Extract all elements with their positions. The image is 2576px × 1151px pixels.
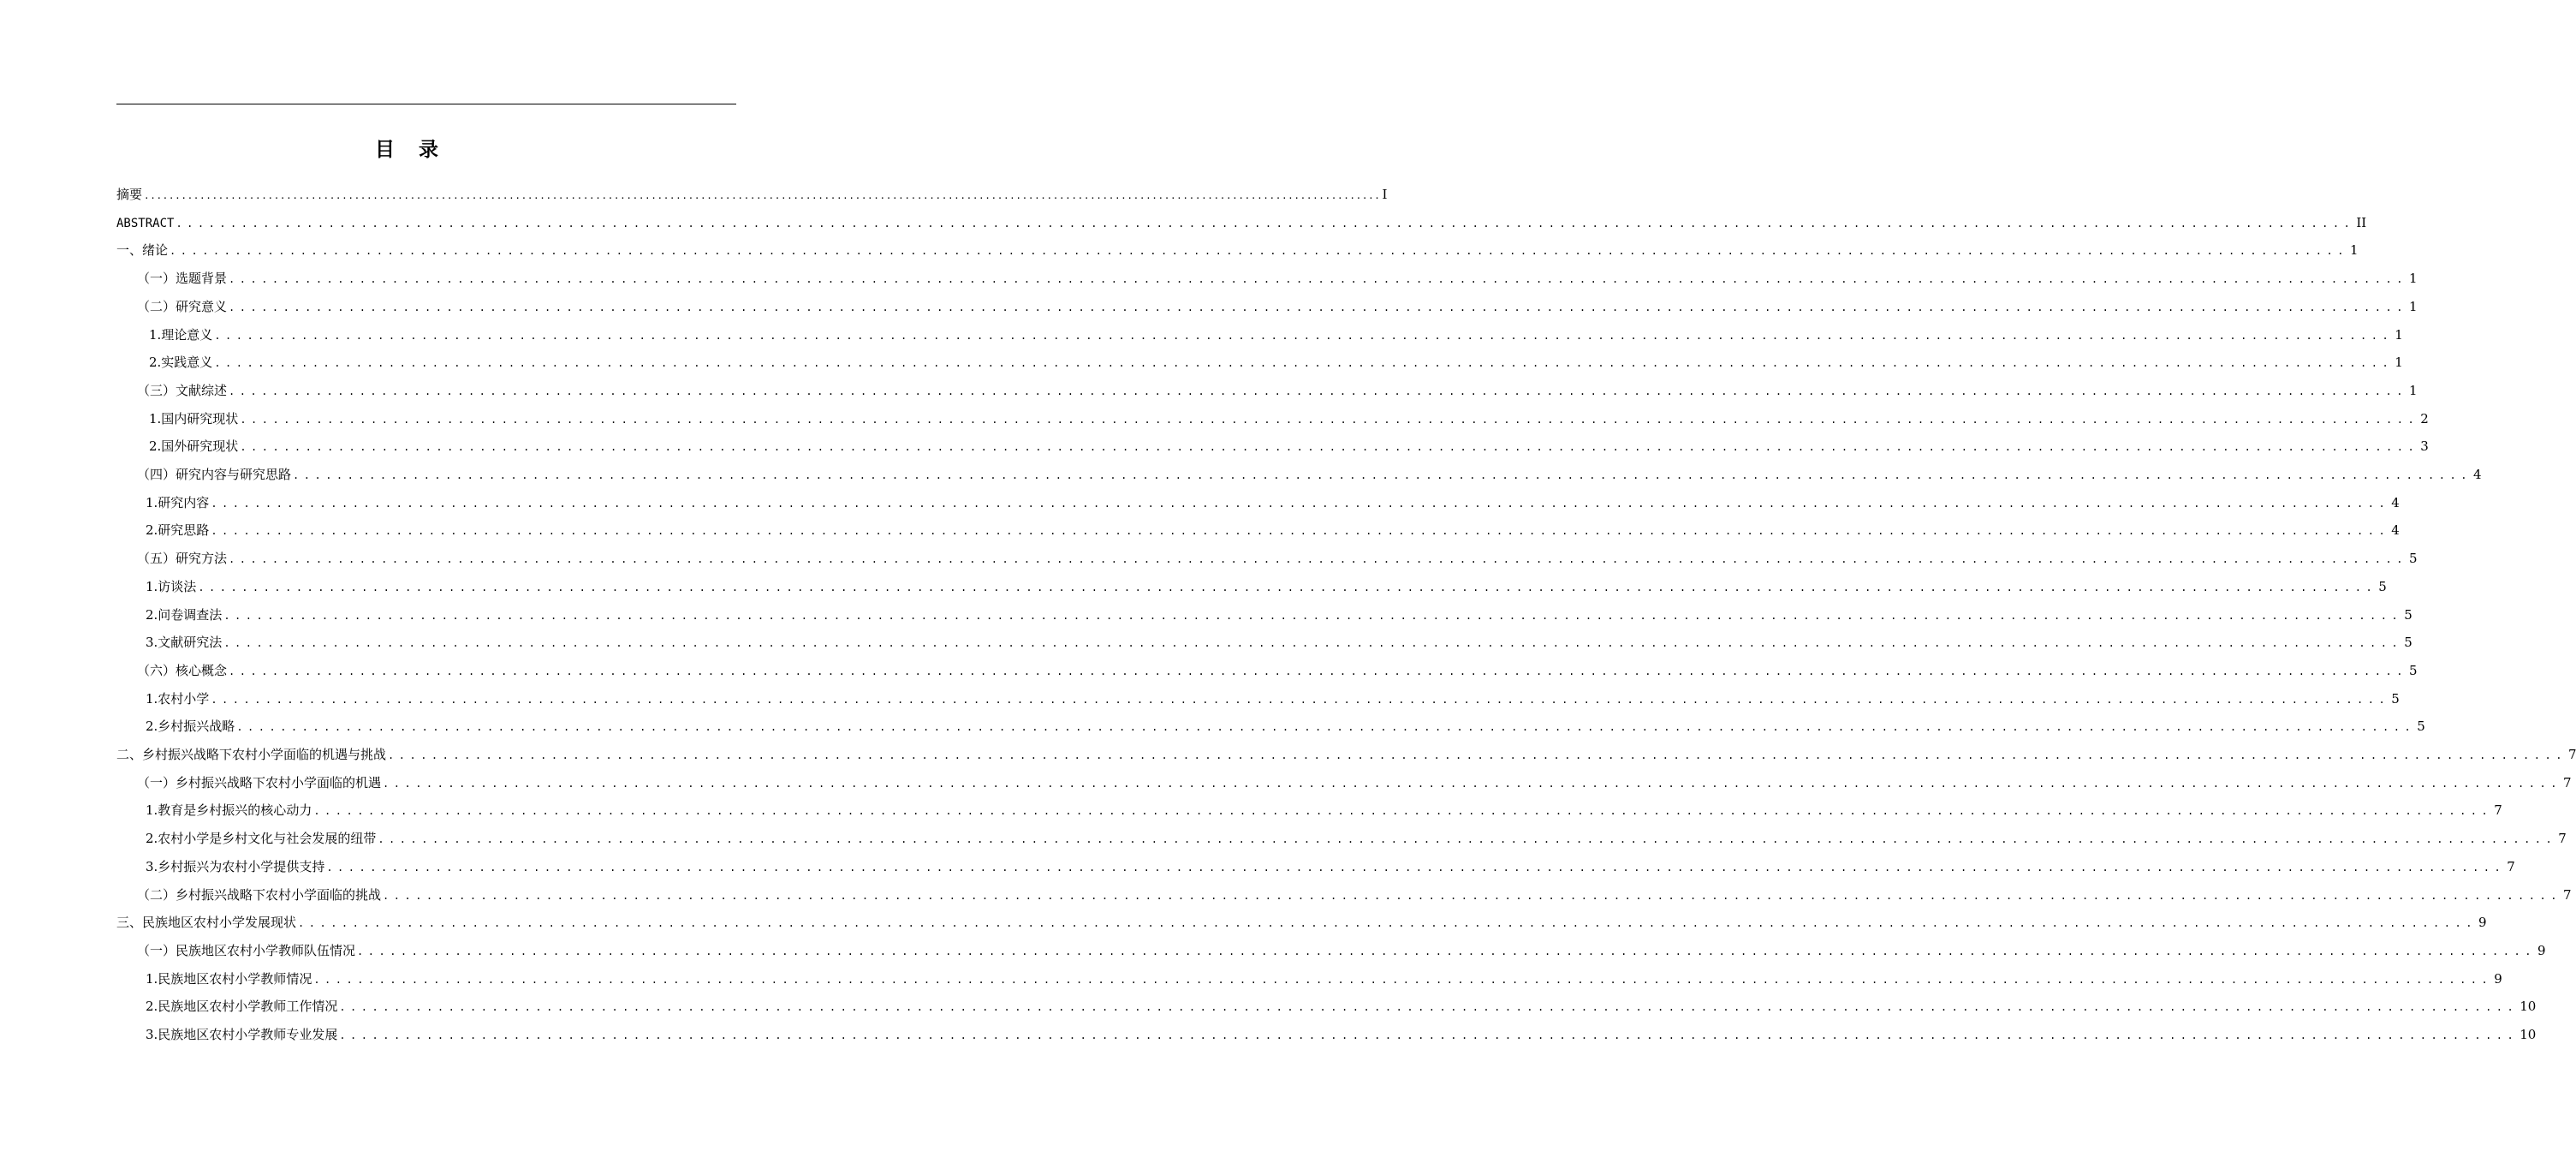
toc-dot-leader: ........................................................................................................................................................................................................	[236, 721, 2416, 734]
toc-page-number: 10	[2519, 1027, 2537, 1042]
toc-entry[interactable]	[146, 717, 2425, 736]
toc-entry[interactable]	[137, 297, 2418, 316]
toc-page-number: 4	[2391, 522, 2400, 539]
toc-page-number: 4	[2391, 494, 2400, 510]
toc-page-number: 5	[2417, 719, 2425, 735]
toc-page-number: 7	[2567, 747, 2576, 762]
toc-dot-leader: ........................................................................................................................................................................................................	[198, 581, 2377, 593]
toc-entry-label: 2.研究思路	[146, 522, 210, 539]
toc-page-number: 9	[2494, 970, 2502, 987]
toc-entry-label: 2.问卷调查法	[146, 606, 223, 623]
toc-entry-label: （二）研究意义	[137, 298, 228, 314]
toc-dot-leader: ........................................................................................................................................................................................................	[229, 301, 2407, 313]
toc-entry[interactable]	[146, 857, 2515, 876]
toc-page-number: 3	[2420, 438, 2429, 455]
toc-entry-label: （六）核心概念	[137, 662, 228, 678]
toc-entry-label: 3.乡村振兴为农村小学提供支持	[146, 858, 325, 874]
toc-title: 目 录	[374, 139, 447, 161]
toc-entry[interactable]	[116, 213, 2367, 232]
toc-dot-leader: ........................................................................................................................................................................................................	[388, 749, 2567, 761]
toc-page-number: 5	[2404, 606, 2412, 623]
toc-entry-label: 二、乡村振兴战略下农村小学面临的机遇与挑战	[116, 747, 387, 762]
toc-entry-label: （四）研究内容与研究思路	[137, 467, 292, 482]
toc-page-number: 7	[2558, 831, 2567, 847]
toc-entry-label: 3.民族地区农村小学教师专业发展	[146, 1027, 338, 1042]
toc-entry[interactable]	[146, 1025, 2537, 1044]
toc-dot-leader: ........................................................................................................................................................................................................	[214, 329, 2394, 342]
toc-entry[interactable]	[137, 886, 2572, 904]
toc-page-number: 1	[2395, 355, 2403, 371]
toc-page-number: 7	[2562, 774, 2572, 790]
toc-page-number: 1	[2408, 382, 2418, 398]
toc-entry-label: 3.文献研究法	[146, 635, 223, 651]
toc-entry-label: 1.农村小学	[146, 690, 210, 707]
toc-entry-label: （一）民族地区农村小学教师队伍情况	[137, 942, 356, 958]
toc-entry[interactable]	[116, 913, 2487, 932]
toc-entry[interactable]	[146, 997, 2537, 1016]
toc-page-number: 9	[2478, 915, 2487, 931]
toc-entry-label: 三、民族地区农村小学发展现状	[116, 915, 297, 931]
toc-page-number: 10	[2519, 999, 2537, 1015]
toc-entry[interactable]	[146, 969, 2502, 988]
toc-entry-label: 1.民族地区农村小学教师情况	[146, 970, 312, 987]
toc-page-number: II	[2356, 214, 2367, 230]
toc-entry-label: 1.访谈法	[146, 578, 197, 594]
toc-page-number: I	[1382, 187, 1388, 202]
toc-entry[interactable]	[116, 185, 1388, 204]
toc-dot-leader: ........................................................................................................................................................................................................	[223, 609, 2403, 622]
toc-entry[interactable]	[146, 829, 2567, 848]
toc-entry-label: 2.农村小学是乡村文化与社会发展的纽带	[146, 831, 377, 847]
toc-page-number: 1	[2349, 242, 2359, 259]
toc-dot-leader: ........................................................................................................................................................................................................	[293, 469, 2472, 481]
toc-page-number: 5	[2378, 578, 2387, 594]
toc-dot-leader: ........................................................................................................................................................................................................	[214, 357, 2394, 370]
toc-entry-label: 2.民族地区农村小学教师工作情况	[146, 999, 338, 1015]
toc-dot-leader: ........................................................................................................................................................................................................	[223, 637, 2403, 650]
toc-dot-leader: ........................................................................................................................................................................................................	[229, 273, 2407, 286]
toc-entry-label: 摘要	[116, 187, 143, 202]
toc-dot-leader: ........................................................................................................................................................................................................	[326, 861, 2506, 874]
toc-entry[interactable]	[137, 941, 2546, 960]
toc-dot-leader: ........................................................................................................................................................................................................	[313, 805, 2493, 818]
toc-page-number: 1	[2408, 271, 2418, 287]
toc-entry[interactable]	[137, 269, 2418, 288]
toc-entry[interactable]	[146, 521, 2400, 540]
toc-page-number: 2	[2420, 410, 2429, 426]
toc-entry-label: ABSTRACT	[116, 216, 175, 230]
toc-dot-leader: ........................................................................................................................................................................................................	[339, 1001, 2519, 1014]
toc-entry-label: 1.国内研究现状	[149, 410, 239, 426]
toc-dot-leader: ........................................................................................................................................................................................................	[229, 385, 2407, 397]
toc-entry-label: （五）研究方法	[137, 551, 228, 567]
toc-entry[interactable]	[137, 773, 2572, 792]
toc-page-number: 1	[2395, 326, 2403, 343]
toc-entry-label: 1.教育是乡村振兴的核心动力	[146, 802, 312, 819]
toc-dot-leader: ........................................................................................................................................................................................................	[229, 665, 2407, 677]
toc-entry-label: （一）选题背景	[137, 271, 228, 287]
toc-entry[interactable]	[146, 801, 2502, 820]
toc-dot-leader: ........................................................................................................................................................................................................	[240, 441, 2419, 454]
toc-entry[interactable]	[146, 577, 2387, 596]
toc-dot-leader: ........................................................................................................................................................................................................	[211, 525, 2390, 538]
toc-entry[interactable]	[116, 745, 2576, 764]
toc-dot-leader: ........................................................................................................................................................................................................	[240, 413, 2419, 426]
toc-page-number: 5	[2404, 635, 2412, 651]
toc-entry[interactable]	[149, 325, 2403, 344]
toc-dot-leader: ........................................................................................................................................................................................................	[378, 833, 2557, 846]
toc-entry[interactable]	[146, 689, 2400, 708]
toc-dot-leader: ........................................................................................................................................................................................................	[339, 1029, 2519, 1041]
toc-page-number: 9	[2537, 942, 2546, 958]
toc-page-number: 7	[2507, 858, 2515, 874]
toc-dot-leader: ........................................................................................................................................................................................................	[383, 889, 2561, 902]
toc-entry[interactable]	[149, 409, 2429, 428]
toc-dot-leader: ........................................................................................................................................................................................................	[357, 945, 2536, 957]
toc-dot-leader: ........................................................................................................................................................................................................	[383, 777, 2561, 790]
toc-dot-leader: ........................................................................................................................................................................................................	[313, 973, 2493, 986]
toc-entry-label: 一、绪论	[116, 242, 169, 259]
toc-entry[interactable]	[149, 353, 2403, 372]
toc-entry-label: 2.实践意义	[149, 355, 213, 371]
toc-dot-leader: ........................................................................................................................................................................................................	[144, 190, 1381, 201]
toc-page-number: 1	[2408, 298, 2418, 314]
toc-page-number: 7	[2494, 802, 2502, 819]
toc-page-number: 7	[2562, 886, 2572, 903]
toc-entry[interactable]	[149, 437, 2429, 456]
toc-page-number: 5	[2408, 662, 2418, 678]
toc-dot-leader: ........................................................................................................................................................................................................	[170, 245, 2348, 258]
toc-entry[interactable]	[137, 549, 2418, 568]
toc-dot-leader: ........................................................................................................................................................................................................	[229, 553, 2407, 566]
toc-entry[interactable]	[146, 633, 2412, 652]
toc-entry-label: （一）乡村振兴战略下农村小学面临的机遇	[137, 774, 382, 790]
toc-dot-leader: ........................................................................................................................................................................................................	[298, 917, 2477, 930]
toc-dot-leader: ........................................................................................................................................................................................................	[176, 217, 2355, 230]
toc-entry-label: （三）文献综述	[137, 382, 228, 398]
toc-page-number: 5	[2408, 551, 2418, 567]
toc-entry-label: （二）乡村振兴战略下农村小学面临的挑战	[137, 886, 382, 903]
toc-dot-leader: ........................................................................................................................................................................................................	[211, 497, 2390, 510]
toc-entry[interactable]	[146, 493, 2400, 512]
toc-entry-label: 2.乡村振兴战略	[146, 719, 235, 735]
toc-entry-label: 2.国外研究现状	[149, 438, 239, 455]
toc-page-number: 5	[2391, 690, 2400, 707]
toc-entry[interactable]	[137, 381, 2418, 400]
toc-entry[interactable]	[116, 241, 2359, 259]
toc-entry[interactable]	[146, 605, 2412, 624]
toc-entry[interactable]	[137, 465, 2482, 484]
toc-page-number: 4	[2472, 467, 2482, 482]
toc-entry-label: 1.研究内容	[146, 494, 210, 510]
toc-dot-leader: ........................................................................................................................................................................................................	[211, 693, 2390, 706]
toc-entry[interactable]	[137, 661, 2418, 680]
toc-entry-label: 1.理论意义	[149, 326, 213, 343]
